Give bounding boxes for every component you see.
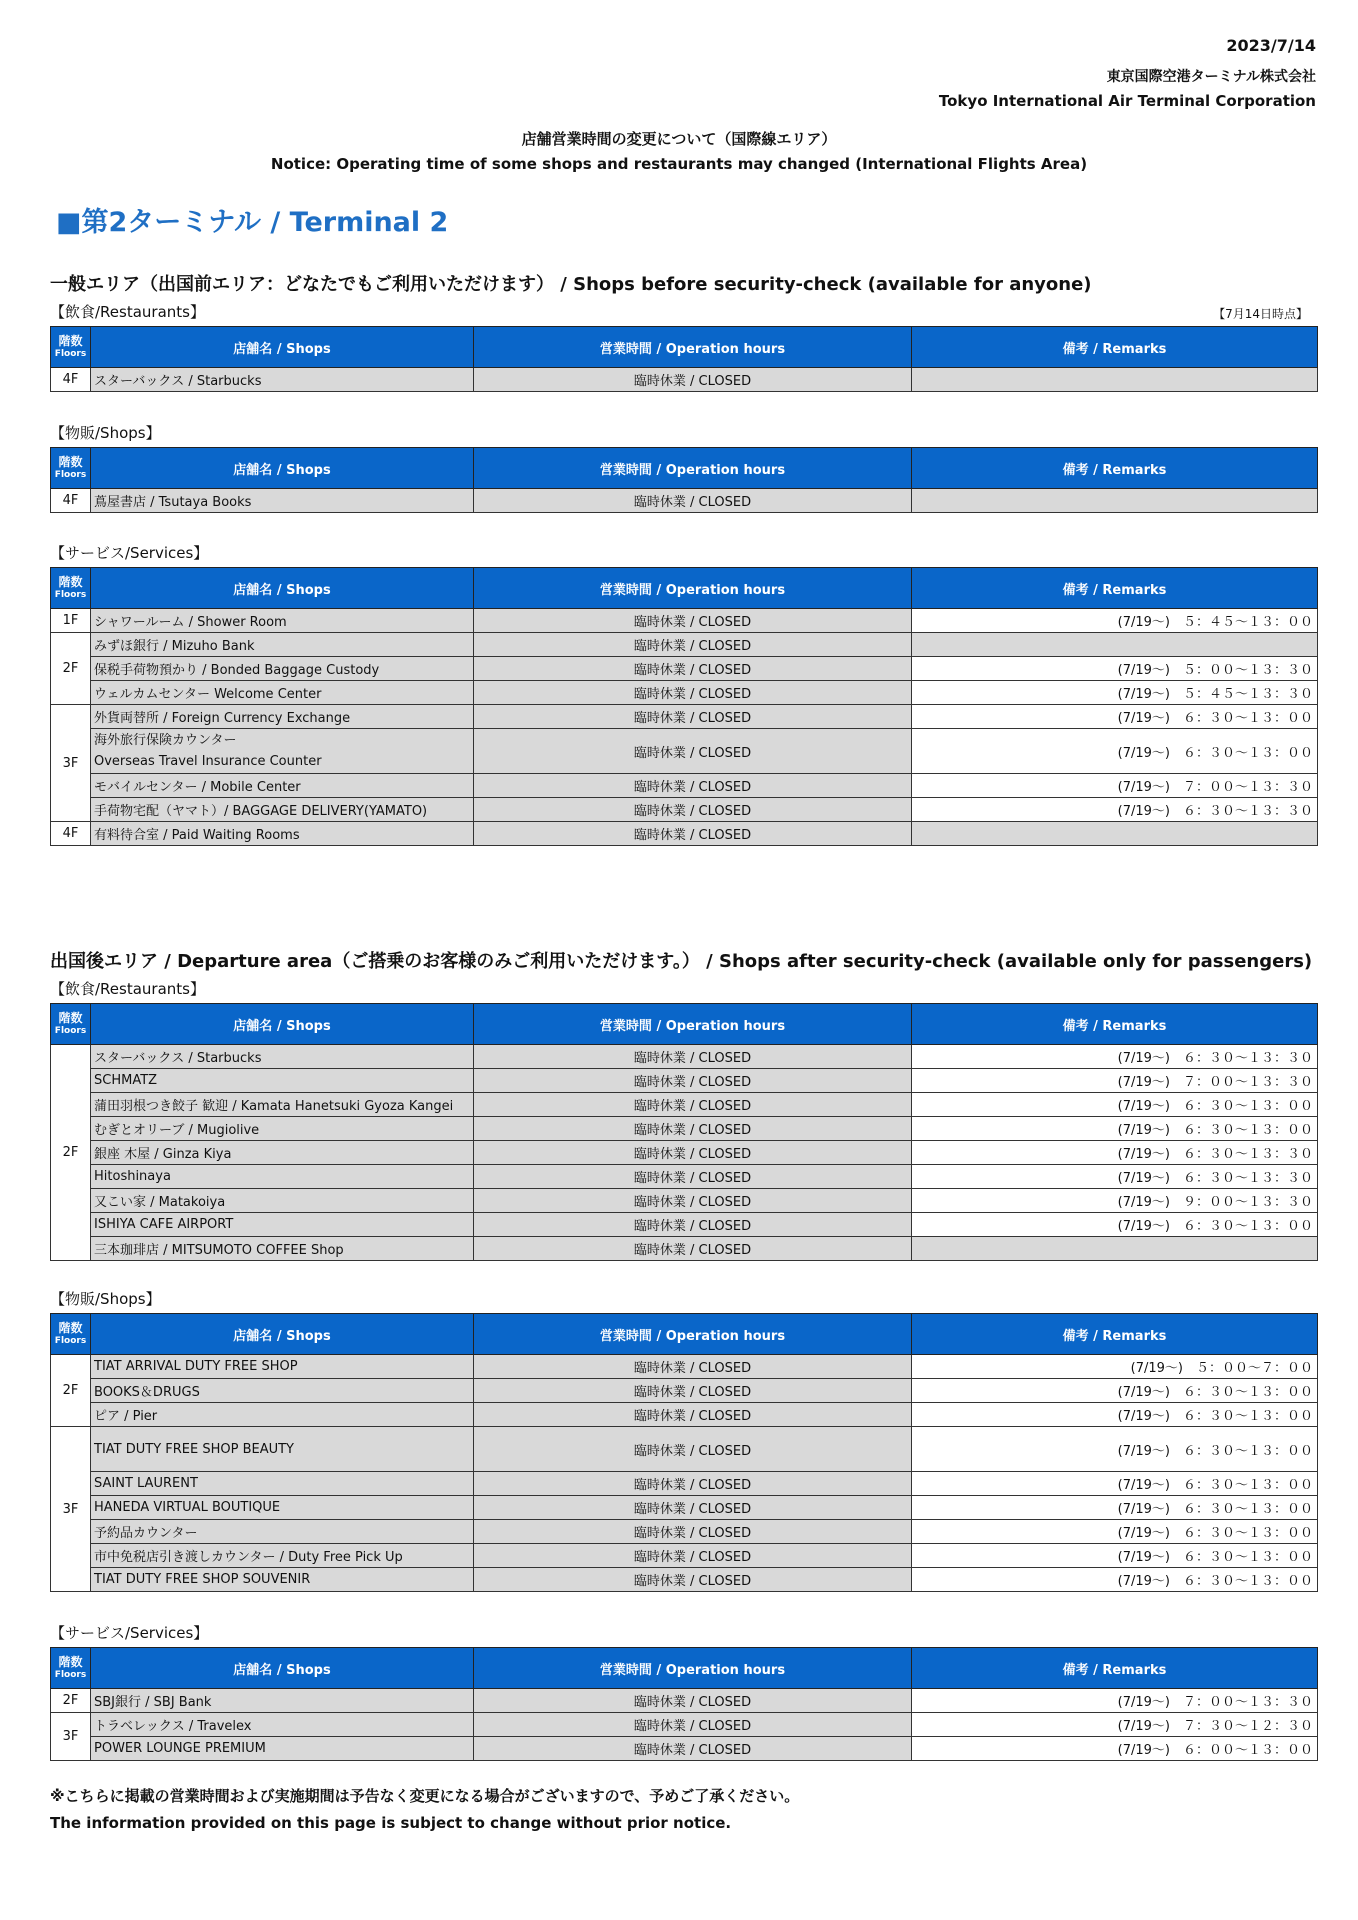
shop-name-en: Overseas Travel Insurance Counter xyxy=(94,754,322,769)
terminal-title: ■第2ターミナル / Terminal 2 xyxy=(56,207,449,238)
hours-cell: 臨時休業 / CLOSED xyxy=(474,822,912,846)
table-header-row xyxy=(51,1314,1318,1355)
table-after-shops xyxy=(50,1313,1318,1592)
shop-cell: 保税手荷物預かり / Bonded Baggage Custody xyxy=(91,657,474,681)
shop-cell: Hitoshinaya xyxy=(91,1165,474,1189)
section-title-after-security: 出国後エリア / Departure area（ご搭乗のお客様のみご利用いただけます。） / Shops after security-check (available only for passengers) xyxy=(50,951,1313,972)
col-remarks: 備考 / Remarks xyxy=(912,448,1318,489)
remarks-cell: (7/19～) ６：３０～１３：００ xyxy=(912,1093,1318,1117)
remarks-cell xyxy=(912,633,1318,657)
shop-cell xyxy=(91,729,474,774)
shop-cell: ISHIYA CAFE AIRPORT xyxy=(91,1213,474,1237)
shop-cell: モバイルセンター / Mobile Center xyxy=(91,774,474,798)
shop-cell: トラベレックス / Travelex xyxy=(91,1713,474,1737)
remarks-cell xyxy=(912,489,1318,513)
col-remarks: 備考 / Remarks xyxy=(912,1314,1318,1355)
shop-cell: 又こい家 / Matakoiya xyxy=(91,1189,474,1213)
col-floors: 階数 Floors xyxy=(51,448,91,489)
remarks-cell: (7/19～) ６：３０～１３：００ xyxy=(912,1496,1318,1520)
hours-cell: 臨時休業 / CLOSED xyxy=(474,1141,912,1165)
col-hours: 営業時間 / Operation hours xyxy=(474,1648,912,1689)
remarks-cell: (7/19～) ６：３０～１３：００ xyxy=(912,1117,1318,1141)
table-row xyxy=(51,1520,1318,1544)
hours-cell: 臨時休業 / CLOSED xyxy=(474,1093,912,1117)
col-shops: 店舗名 / Shops xyxy=(91,448,474,489)
col-remarks: 備考 / Remarks xyxy=(912,1648,1318,1689)
hours-cell: 臨時休業 / CLOSED xyxy=(474,774,912,798)
remarks-cell: (7/19～) ６：３０～１３：００ xyxy=(912,1403,1318,1427)
document-date: 2023/7/14 xyxy=(1226,36,1316,55)
remarks-cell xyxy=(912,1237,1318,1261)
notice-title-ja: 店舗営業時間の変更について（国際線エリア） xyxy=(521,130,837,148)
table-row xyxy=(51,1093,1318,1117)
category-label-shops: 【物販/Shops】 xyxy=(50,1290,161,1308)
footer-note-en: The information provided on this page is subject to change without prior notice. xyxy=(50,1814,732,1832)
table-row xyxy=(51,368,1318,392)
shop-cell: シャワールーム / Shower Room xyxy=(91,609,474,633)
hours-cell: 臨時休業 / CLOSED xyxy=(474,1544,912,1568)
remarks-cell: (7/19～) ６：００～１３：００ xyxy=(912,1737,1318,1761)
hours-cell: 臨時休業 / CLOSED xyxy=(474,1568,912,1592)
table-row xyxy=(51,681,1318,705)
table-before-services xyxy=(50,567,1318,846)
hours-cell: 臨時休業 / CLOSED xyxy=(474,1189,912,1213)
shop-cell: SBJ銀行 / SBJ Bank xyxy=(91,1689,474,1713)
table-row xyxy=(51,1472,1318,1496)
col-remarks: 備考 / Remarks xyxy=(912,568,1318,609)
remarks-cell: (7/19～) ７：００～１３：３０ xyxy=(912,1689,1318,1713)
remarks-cell: (7/19～) ５：４５～１３：００ xyxy=(912,609,1318,633)
corporation-name-en: Tokyo International Air Terminal Corporation xyxy=(938,92,1316,110)
remarks-cell: (7/19～) ７：００～１３：３０ xyxy=(912,774,1318,798)
floor-cell: 2F xyxy=(51,1689,91,1713)
floor-cell: 3F xyxy=(51,1427,91,1592)
shop-cell: 蒲田羽根つき餃子 歓迎 / Kamata Hanetsuki Gyoza Kangei xyxy=(91,1093,474,1117)
floor-cell: 1F xyxy=(51,609,91,633)
col-shops: 店舗名 / Shops xyxy=(91,327,474,368)
category-label-shops: 【物販/Shops】 xyxy=(50,424,161,442)
floor-cell: 3F xyxy=(51,705,91,822)
shop-cell: TIAT ARRIVAL DUTY FREE SHOP xyxy=(91,1355,474,1379)
col-hours: 営業時間 / Operation hours xyxy=(474,568,912,609)
notice-title-en: Notice: Operating time of some shops and restaurants may changed (International Flights Area) xyxy=(270,155,1088,173)
hours-cell: 臨時休業 / CLOSED xyxy=(474,1496,912,1520)
hours-cell: 臨時休業 / CLOSED xyxy=(474,705,912,729)
hours-cell: 臨時休業 / CLOSED xyxy=(474,1737,912,1761)
col-remarks: 備考 / Remarks xyxy=(912,327,1318,368)
shop-cell: SAINT LAURENT xyxy=(91,1472,474,1496)
shop-cell: スターバックス / Starbucks xyxy=(91,368,474,392)
table-row xyxy=(51,1379,1318,1403)
shop-cell: 市中免税店引き渡しカウンター / Duty Free Pick Up xyxy=(91,1544,474,1568)
remarks-cell xyxy=(912,822,1318,846)
remarks-cell: (7/19～) ６：３０～１３：００ xyxy=(912,705,1318,729)
remarks-cell: (7/19～) ６：３０～１３：００ xyxy=(912,1472,1318,1496)
remarks-cell: (7/19～) ６：３０～１３：３０ xyxy=(912,798,1318,822)
hours-cell: 臨時休業 / CLOSED xyxy=(474,1117,912,1141)
table-row xyxy=(51,705,1318,729)
table-row xyxy=(51,1689,1318,1713)
table-row xyxy=(51,729,1318,774)
hours-cell: 臨時休業 / CLOSED xyxy=(474,1520,912,1544)
table-row xyxy=(51,798,1318,822)
shop-cell: みずほ銀行 / Mizuho Bank xyxy=(91,633,474,657)
table-row xyxy=(51,1045,1318,1069)
col-floors: 階数 Floors xyxy=(51,327,91,368)
shop-cell: BOOKS＆DRUGS xyxy=(91,1379,474,1403)
shop-cell: むぎとオリーブ / Mugiolive xyxy=(91,1117,474,1141)
hours-cell: 臨時休業 / CLOSED xyxy=(474,1213,912,1237)
shop-cell: HANEDA VIRTUAL BOUTIQUE xyxy=(91,1496,474,1520)
table-row xyxy=(51,1189,1318,1213)
remarks-cell: (7/19～) ５：００～１３：３０ xyxy=(912,657,1318,681)
floor-cell: 2F xyxy=(51,633,91,705)
shop-cell: TIAT DUTY FREE SHOP BEAUTY xyxy=(91,1427,474,1472)
shop-cell: 外貨両替所 / Foreign Currency Exchange xyxy=(91,705,474,729)
shop-cell: 手荷物宅配（ヤマト）/ BAGGAGE DELIVERY(YAMATO) xyxy=(91,798,474,822)
remarks-cell: (7/19～) ７：００～１３：３０ xyxy=(912,1069,1318,1093)
remarks-cell: (7/19～) ６：３０～１３：００ xyxy=(912,1568,1318,1592)
remarks-cell xyxy=(912,368,1318,392)
remarks-cell: (7/19～) ７：３０～１２：３０ xyxy=(912,1713,1318,1737)
col-floors: 階数 Floors xyxy=(51,1004,91,1045)
table-row xyxy=(51,1069,1318,1093)
table-row xyxy=(51,1117,1318,1141)
table-row xyxy=(51,1355,1318,1379)
table-header-row xyxy=(51,448,1318,489)
floor-cell: 4F xyxy=(51,368,91,392)
category-label-services: 【サービス/Services】 xyxy=(50,1624,209,1642)
table-header-row xyxy=(51,1004,1318,1045)
table-row xyxy=(51,1237,1318,1261)
table-row xyxy=(51,657,1318,681)
shop-cell: ウェルカムセンター Welcome Center xyxy=(91,681,474,705)
shop-cell: 有料待合室 / Paid Waiting Rooms xyxy=(91,822,474,846)
corporation-name-ja: 東京国際空港ターミナル株式会社 xyxy=(1106,69,1316,85)
remarks-cell: (7/19～) ６：３０～１３：００ xyxy=(912,1379,1318,1403)
col-hours: 営業時間 / Operation hours xyxy=(474,1004,912,1045)
table-row xyxy=(51,1141,1318,1165)
shop-cell: ピア / Pier xyxy=(91,1403,474,1427)
hours-cell: 臨時休業 / CLOSED xyxy=(474,1689,912,1713)
shop-cell: スターバックス / Starbucks xyxy=(91,1045,474,1069)
hours-cell: 臨時休業 / CLOSED xyxy=(474,1427,912,1472)
col-shops: 店舗名 / Shops xyxy=(91,1314,474,1355)
col-floors: 階数 Floors xyxy=(51,1314,91,1355)
shop-cell: SCHMATZ xyxy=(91,1069,474,1093)
hours-cell: 臨時休業 / CLOSED xyxy=(474,1237,912,1261)
shop-cell: TIAT DUTY FREE SHOP SOUVENIR xyxy=(91,1568,474,1592)
remarks-cell: (7/19～) ６：３０～１３：３０ xyxy=(912,1045,1318,1069)
category-label-restaurants: 【飲食/Restaurants】 xyxy=(50,980,205,998)
remarks-cell: (7/19～) ９：００～１３：３０ xyxy=(912,1189,1318,1213)
remarks-cell: (7/19～) ５：００～７：００ xyxy=(912,1355,1318,1379)
hours-cell: 臨時休業 / CLOSED xyxy=(474,368,912,392)
floor-cell: 2F xyxy=(51,1355,91,1427)
col-hours: 営業時間 / Operation hours xyxy=(474,448,912,489)
col-floors: 階数 Floors xyxy=(51,1648,91,1689)
category-label-restaurants: 【飲食/Restaurants】 xyxy=(50,303,205,321)
remarks-cell: (7/19～) ６：３０～１３：３０ xyxy=(912,1165,1318,1189)
section-title-before-security: 一般エリア（出国前エリア：どなたでもご利用いただけます） / Shops before security-check (available for anyone) xyxy=(50,274,1092,295)
table-row xyxy=(51,1213,1318,1237)
hours-cell: 臨時休業 / CLOSED xyxy=(474,1045,912,1069)
table-after-services xyxy=(50,1647,1318,1761)
table-row xyxy=(51,609,1318,633)
table-row xyxy=(51,1713,1318,1737)
shop-name-ja: 海外旅行保険カウンター xyxy=(94,733,237,748)
table-before-restaurants xyxy=(50,326,1318,392)
remarks-cell: (7/19～) ６：３０～１３：３０ xyxy=(912,1141,1318,1165)
table-row xyxy=(51,1403,1318,1427)
hours-cell: 臨時休業 / CLOSED xyxy=(474,1379,912,1403)
shop-cell: POWER LOUNGE PREMIUM xyxy=(91,1737,474,1761)
hours-cell: 臨時休業 / CLOSED xyxy=(474,1713,912,1737)
col-floors: 階数 Floors xyxy=(51,568,91,609)
footer-note-ja: ※こちらに掲載の営業時間および実施期間は予告なく変更になる場合がございますので、予めご了承ください。 xyxy=(50,1787,800,1805)
hours-cell: 臨時休業 / CLOSED xyxy=(474,489,912,513)
hours-cell: 臨時休業 / CLOSED xyxy=(474,1355,912,1379)
remarks-cell: (7/19～) ６：３０～１３：００ xyxy=(912,1544,1318,1568)
table-row xyxy=(51,1165,1318,1189)
category-label-services: 【サービス/Services】 xyxy=(50,544,209,562)
remarks-cell: (7/19～) ６：３０～１３：００ xyxy=(912,729,1318,774)
table-row xyxy=(51,1544,1318,1568)
hours-cell: 臨時休業 / CLOSED xyxy=(474,609,912,633)
table-row xyxy=(51,1568,1318,1592)
remarks-cell: (7/19～) ５：４５～１３：３０ xyxy=(912,681,1318,705)
table-header-row xyxy=(51,327,1318,368)
floor-cell: 3F xyxy=(51,1713,91,1761)
table-row xyxy=(51,1737,1318,1761)
hours-cell: 臨時休業 / CLOSED xyxy=(474,657,912,681)
as-of-date: 【7月14日時点】 xyxy=(1213,307,1308,321)
col-shops: 店舗名 / Shops xyxy=(91,568,474,609)
table-row xyxy=(51,633,1318,657)
shop-cell: 三本珈琲店 / MITSUMOTO COFFEE Shop xyxy=(91,1237,474,1261)
table-header-row xyxy=(51,568,1318,609)
table-row xyxy=(51,1496,1318,1520)
shop-cell: 予約品カウンター xyxy=(91,1520,474,1544)
floor-cell: 2F xyxy=(51,1045,91,1261)
col-shops: 店舗名 / Shops xyxy=(91,1004,474,1045)
col-hours: 営業時間 / Operation hours xyxy=(474,327,912,368)
hours-cell: 臨時休業 / CLOSED xyxy=(474,729,912,774)
hours-cell: 臨時休業 / CLOSED xyxy=(474,1069,912,1093)
shop-cell: 蔦屋書店 / Tsutaya Books xyxy=(91,489,474,513)
shop-cell: 銀座 木屋 / Ginza Kiya xyxy=(91,1141,474,1165)
table-row xyxy=(51,489,1318,513)
table-before-shops xyxy=(50,447,1318,513)
remarks-cell: (7/19～) ６：３０～１３：００ xyxy=(912,1213,1318,1237)
hours-cell: 臨時休業 / CLOSED xyxy=(474,1403,912,1427)
col-shops: 店舗名 / Shops xyxy=(91,1648,474,1689)
floor-cell: 4F xyxy=(51,822,91,846)
table-row xyxy=(51,774,1318,798)
table-header-row xyxy=(51,1648,1318,1689)
hours-cell: 臨時休業 / CLOSED xyxy=(474,681,912,705)
hours-cell: 臨時休業 / CLOSED xyxy=(474,633,912,657)
table-row xyxy=(51,822,1318,846)
remarks-cell: (7/19～) ６：３０～１３：００ xyxy=(912,1520,1318,1544)
col-hours: 営業時間 / Operation hours xyxy=(474,1314,912,1355)
floor-cell: 4F xyxy=(51,489,91,513)
remarks-cell: (7/19～) ６：３０～１３：００ xyxy=(912,1427,1318,1472)
table-after-restaurants xyxy=(50,1003,1318,1261)
hours-cell: 臨時休業 / CLOSED xyxy=(474,1472,912,1496)
hours-cell: 臨時休業 / CLOSED xyxy=(474,1165,912,1189)
table-row xyxy=(51,1427,1318,1472)
hours-cell: 臨時休業 / CLOSED xyxy=(474,798,912,822)
col-remarks: 備考 / Remarks xyxy=(912,1004,1318,1045)
